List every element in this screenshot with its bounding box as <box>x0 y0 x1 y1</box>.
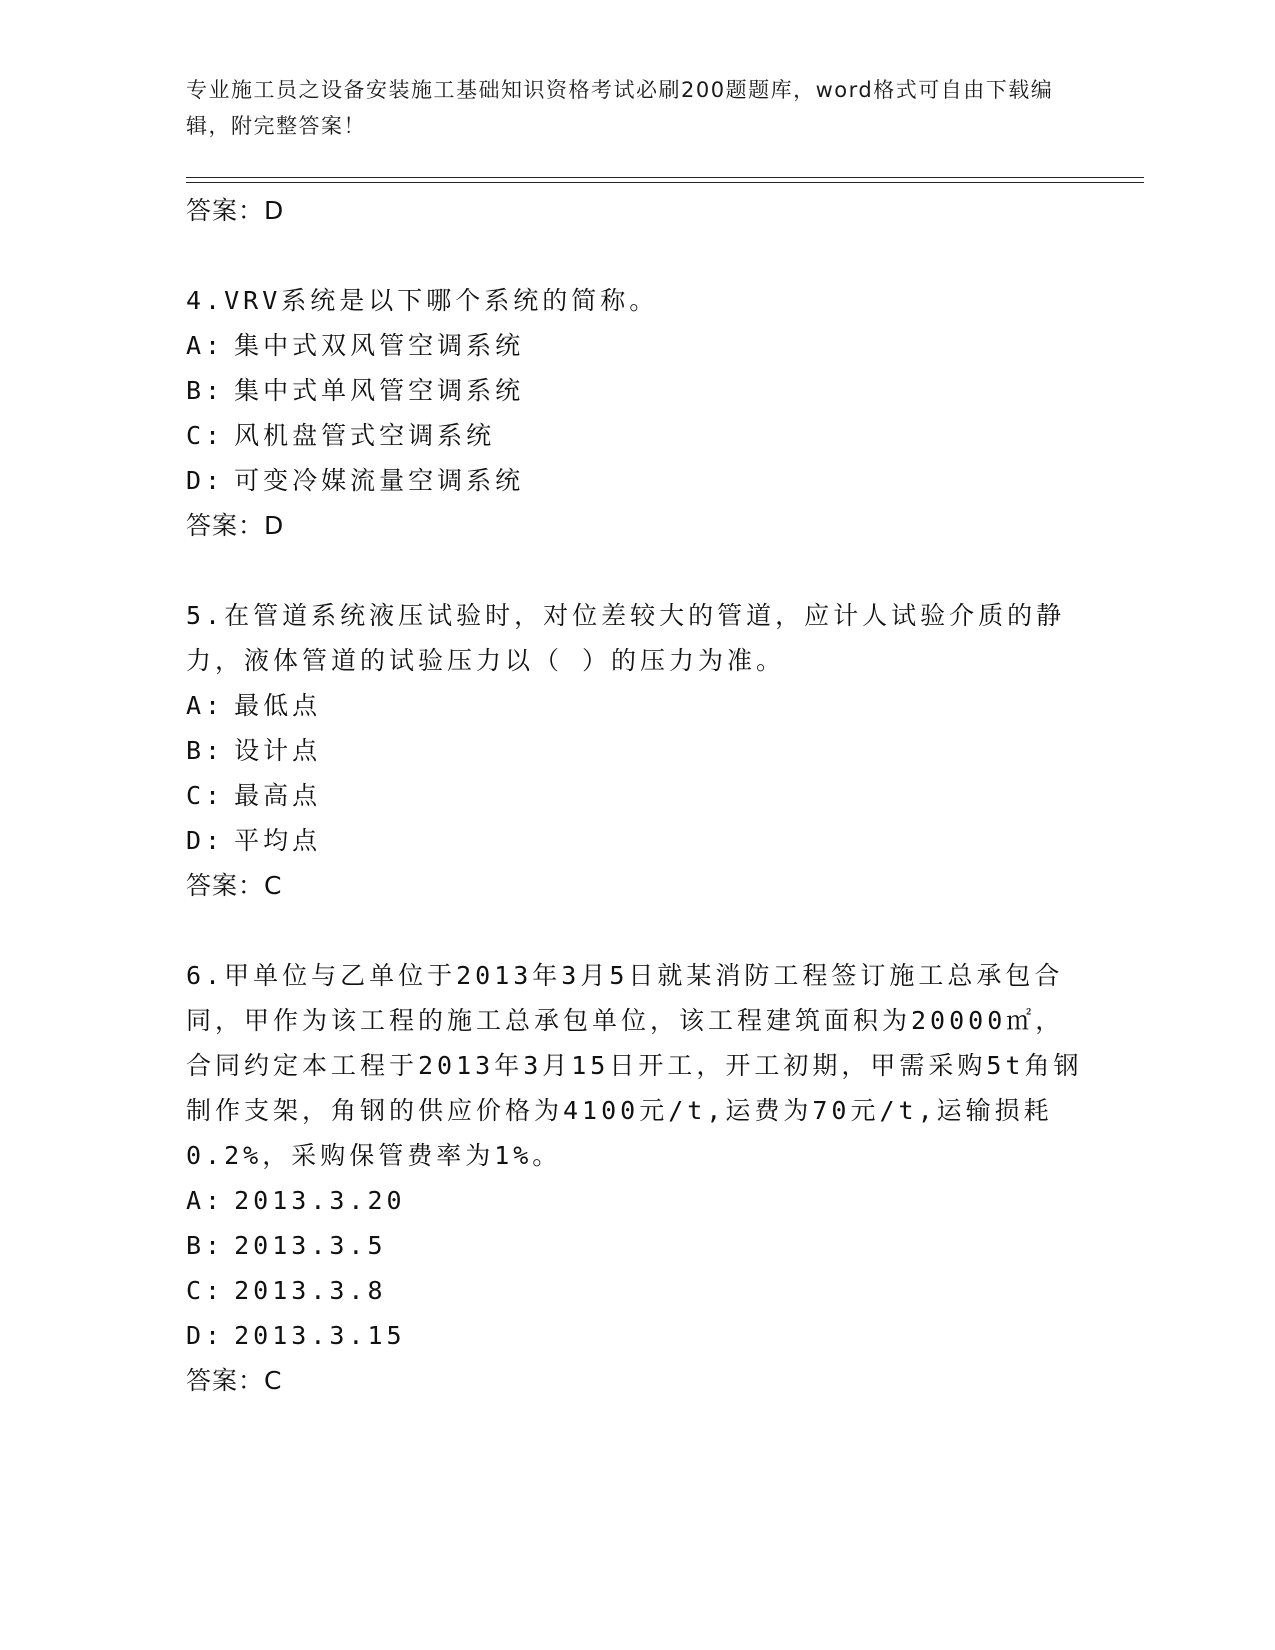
question-list <box>186 188 1086 1403</box>
question-stem: 6.甲单位与乙单位于2013年3月5日就某消防工程签订施工总承包合同，甲作为该工程的施工总承包单位，该工程建筑面积为20000㎡，合同约定本工程于2013年3月15日开工，开工初期，甲需采购5t角钢制作支架，角钢的供应价格为4100元/t,运费为70元/t,运输损耗0.2%，采购保管费率为1%。 <box>186 961 1083 1170</box>
option-text: 风机盘管式空调系统 <box>234 421 496 450</box>
option-d <box>186 818 1086 863</box>
option-text: 2013.3.5 <box>234 1231 387 1260</box>
question-stem: 4.VRV系统是以下哪个系统的简称。 <box>186 286 659 315</box>
option-key: B: <box>186 736 225 765</box>
option-key: C: <box>186 421 225 450</box>
option-key: B: <box>186 1231 225 1260</box>
question-4 <box>186 278 1086 548</box>
question-6 <box>186 953 1086 1403</box>
option-text: 2013.3.20 <box>234 1186 406 1215</box>
option-c <box>186 1268 1086 1313</box>
option-text: 集中式单风管空调系统 <box>234 376 525 405</box>
answer-line: 答案：C <box>186 871 283 900</box>
spacer <box>186 233 1086 278</box>
header-rule-top <box>186 177 1144 178</box>
option-text: 可变冷媒流量空调系统 <box>234 466 525 495</box>
option-text: 最高点 <box>234 781 322 810</box>
option-a <box>186 1178 1086 1223</box>
answer-line: 答案：D <box>186 511 285 540</box>
previous-answer: 答案：D <box>186 196 285 225</box>
answer-line: 答案：C <box>186 1366 283 1395</box>
option-c <box>186 413 1086 458</box>
option-key: C: <box>186 1276 225 1305</box>
question-stem: 5.在管道系统液压试验时，对位差较大的管道，应计人试验介质的静力，液体管道的试验压力以（ ）的压力为准。 <box>186 601 1066 675</box>
option-text: 集中式双风管空调系统 <box>234 331 525 360</box>
document-header <box>186 72 1086 144</box>
option-a <box>186 323 1086 368</box>
header-rule-bottom <box>186 182 1144 183</box>
option-text: 2013.3.8 <box>234 1276 387 1305</box>
option-key: D: <box>186 826 225 855</box>
option-key: A: <box>186 691 225 720</box>
option-text: 设计点 <box>234 736 322 765</box>
option-key: B: <box>186 376 225 405</box>
option-text: 最低点 <box>234 691 322 720</box>
option-key: A: <box>186 331 225 360</box>
question-5 <box>186 593 1086 908</box>
option-d <box>186 458 1086 503</box>
option-key: A: <box>186 1186 225 1215</box>
option-text: 平均点 <box>234 826 322 855</box>
option-b <box>186 1223 1086 1268</box>
option-c <box>186 773 1086 818</box>
document-title: 专业施工员之设备安装施工基础知识资格考试必刷200题题库，word格式可自由下载编辑，附完整答案！ <box>186 78 1054 138</box>
option-d <box>186 1313 1086 1358</box>
option-key: D: <box>186 466 225 495</box>
option-key: C: <box>186 781 225 810</box>
spacer <box>186 908 1086 953</box>
option-text: 2013.3.15 <box>234 1321 406 1350</box>
option-b <box>186 728 1086 773</box>
spacer <box>186 548 1086 593</box>
option-key: D: <box>186 1321 225 1350</box>
option-b <box>186 368 1086 413</box>
option-a <box>186 683 1086 728</box>
